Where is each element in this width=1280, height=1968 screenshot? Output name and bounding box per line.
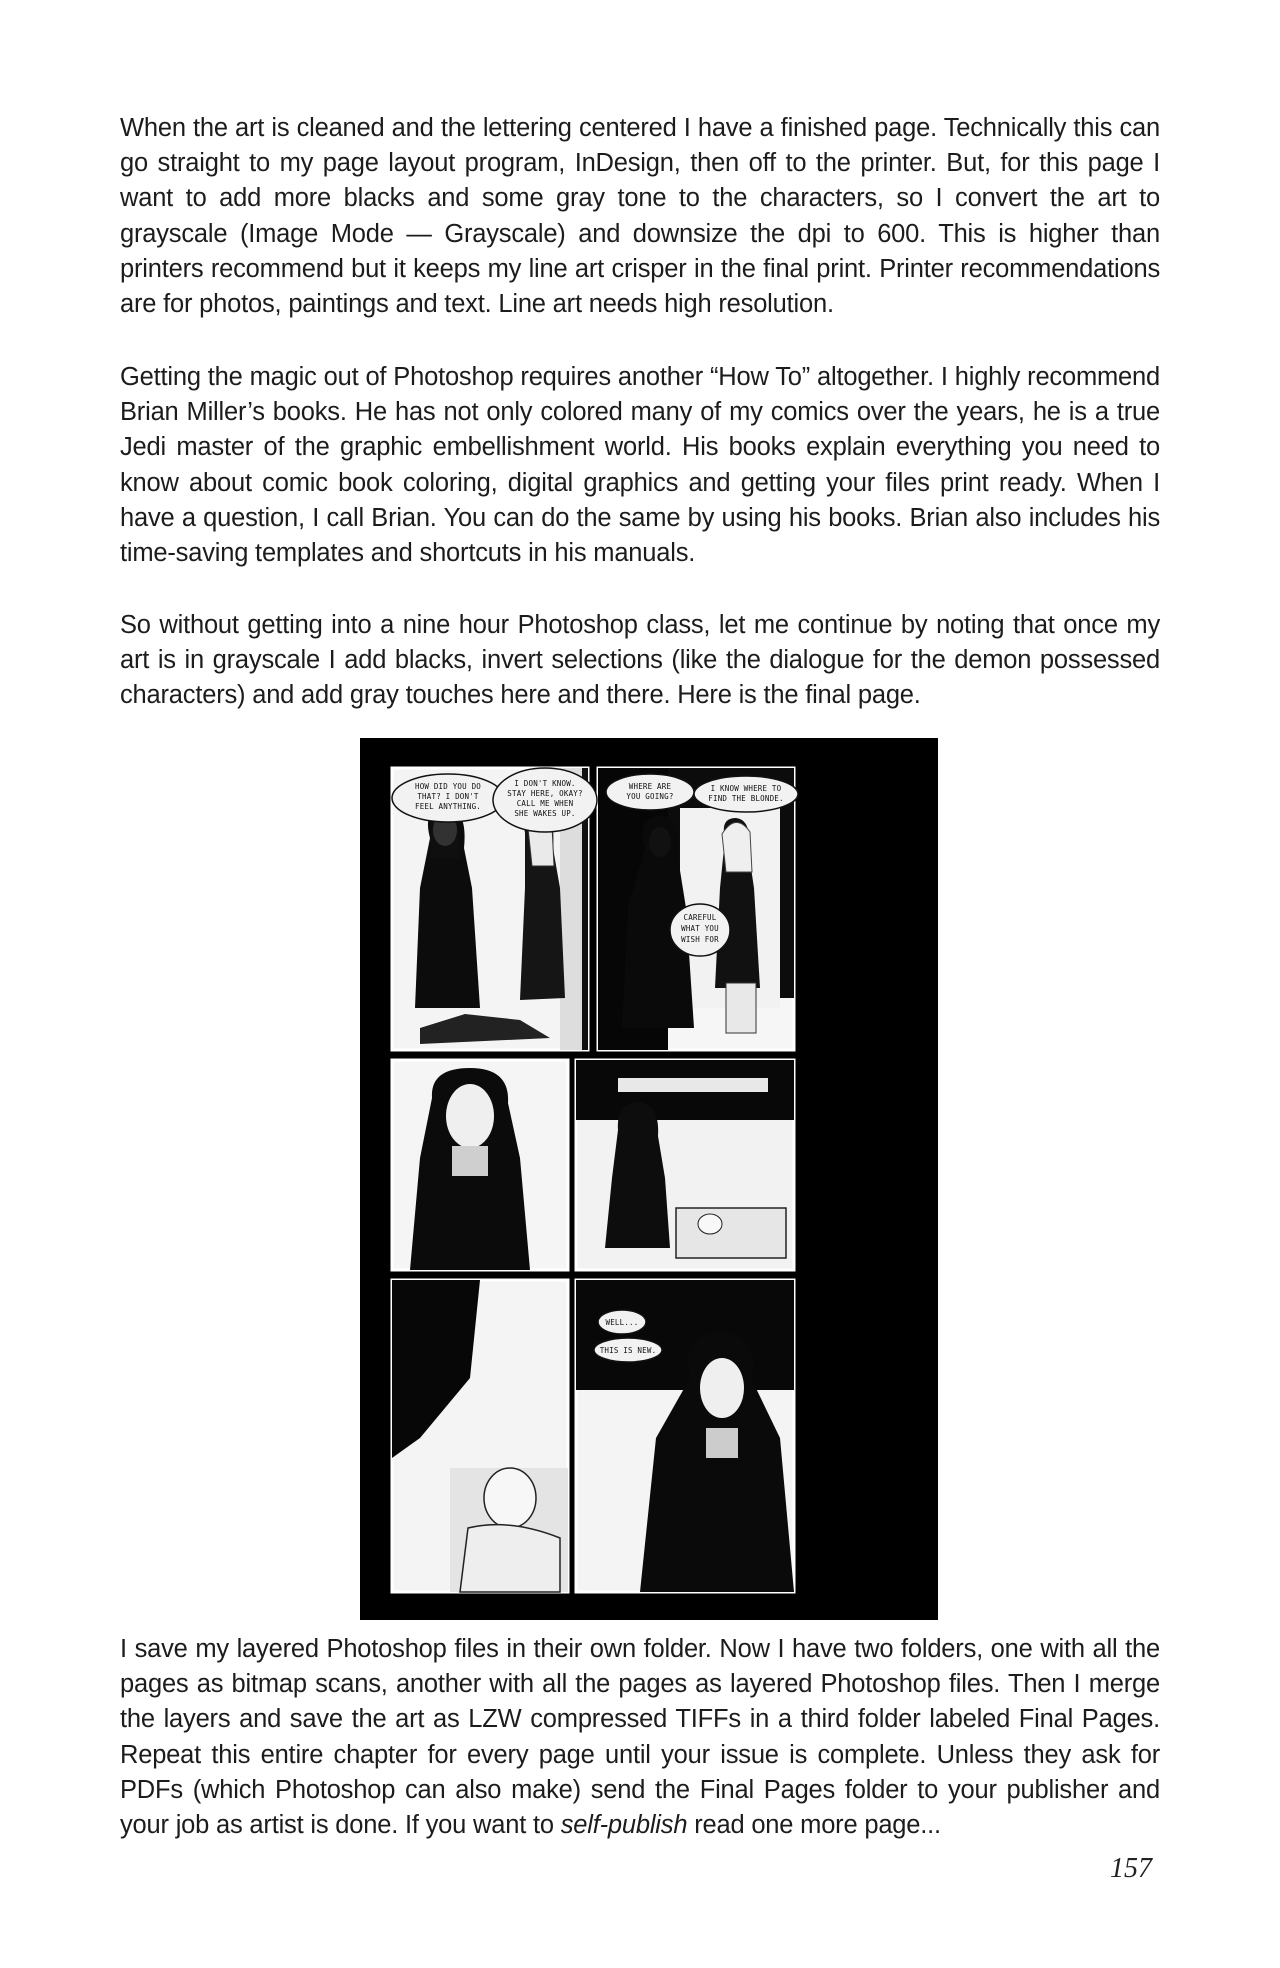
paragraph-grayscale-conversion: When the art is cleaned and the lettering centered I have a finished page. Technically this can go straight to my page layout program, InDesign, then off to the printer. But, for this page I want to add more blacks and some gray tone to the characters, so I convert the art to grayscale (Image Mode — Grayscale) and downsize the dpi to 600. This is higher than printers recommend but it keeps my line art crisper in the final print. Printer recommendations are for photos, paintings and text. Line art needs high resolution. [120,114,1160,319]
svg-text:CAREFUL: CAREFUL [683,913,717,922]
comic-page-illustration [360,738,938,1620]
svg-text:STAY HERE, OKAY?: STAY HERE, OKAY? [507,789,583,798]
svg-text:HOW DID YOU DO: HOW DID YOU DO [414,782,482,791]
paragraph-text-end: read one more page... [687,1811,941,1840]
speech-bubble-6 [598,1310,646,1334]
emphasis-self-publish: self-publish [560,1811,688,1840]
page-number: 157 [1110,1853,1152,1884]
svg-text:WHERE ARE: WHERE ARE [628,782,672,791]
svg-text:CALL ME WHEN: CALL ME WHEN [516,799,574,808]
speech-bubble-2 [493,768,597,832]
paragraph-photoshop-books: Getting the magic out of Photoshop requires another “How To” altogether. I highly recommend Brian Miller’s books. He has not only colored many of my comics over the years, he is a true Jedi master of the graphic embellishment world. His books explain everything you need to know about comic book coloring, digital graphics and getting your files print ready. When I have a question, I call Brian. You can do the same by using his books. Brian also includes his time-saving templates and shortcuts in his manuals. [120,363,1160,568]
svg-text:I KNOW WHERE TO: I KNOW WHERE TO [710,784,782,793]
comic-panel-4 [576,1060,794,1270]
paragraph-text: I save my layered Photoshop files in their own folder. Now I have two folders, one with all the pages as bitmap scans, another with all the pages as layered Photoshop files. Then I merge the layers and save the art as LZW compressed TIFFs in a third folder labeled Final Pages. Repeat this entire chapter for every page until your issue is complete. Unless they ask for PDFs (which Photoshop can also make) send the Final Pages folder to your publisher and your job as artist is done. If you want to [120,1635,1160,1840]
svg-text:YOU GOING?: YOU GOING? [626,792,674,801]
svg-text:WHAT YOU: WHAT YOU [681,924,719,933]
svg-text:FEEL ANYTHING.: FEEL ANYTHING. [414,802,482,811]
svg-text:WELL...: WELL... [605,1318,639,1327]
paragraph-save-files [120,1632,1160,1843]
speech-bubble-4 [694,776,798,812]
comic-panel-5 [392,1280,568,1592]
svg-text:WISH FOR: WISH FOR [681,935,719,944]
comic-panel-3 [392,1060,568,1270]
svg-text:THAT? I DON'T: THAT? I DON'T [417,792,479,801]
svg-text:FIND THE BLONDE.: FIND THE BLONDE. [708,794,784,803]
comic-artwork [360,738,938,1620]
speech-bubble-3 [606,774,694,810]
paragraph-final-page-intro: So without getting into a nine hour Photoshop class, let me continue by noting that once my art is in grayscale I add blacks, invert selections (like the dialogue for the demon possessed characters) and add gray touches here and there. Here is the final page. [120,611,1160,710]
svg-text:SHE WAKES UP.: SHE WAKES UP. [514,809,576,818]
speech-bubble-7 [594,1338,662,1362]
speech-bubble-5 [670,904,730,956]
speech-bubble-1 [392,774,504,822]
svg-text:THIS IS NEW.: THIS IS NEW. [599,1346,657,1355]
svg-text:I DON'T KNOW.: I DON'T KNOW. [514,779,576,788]
